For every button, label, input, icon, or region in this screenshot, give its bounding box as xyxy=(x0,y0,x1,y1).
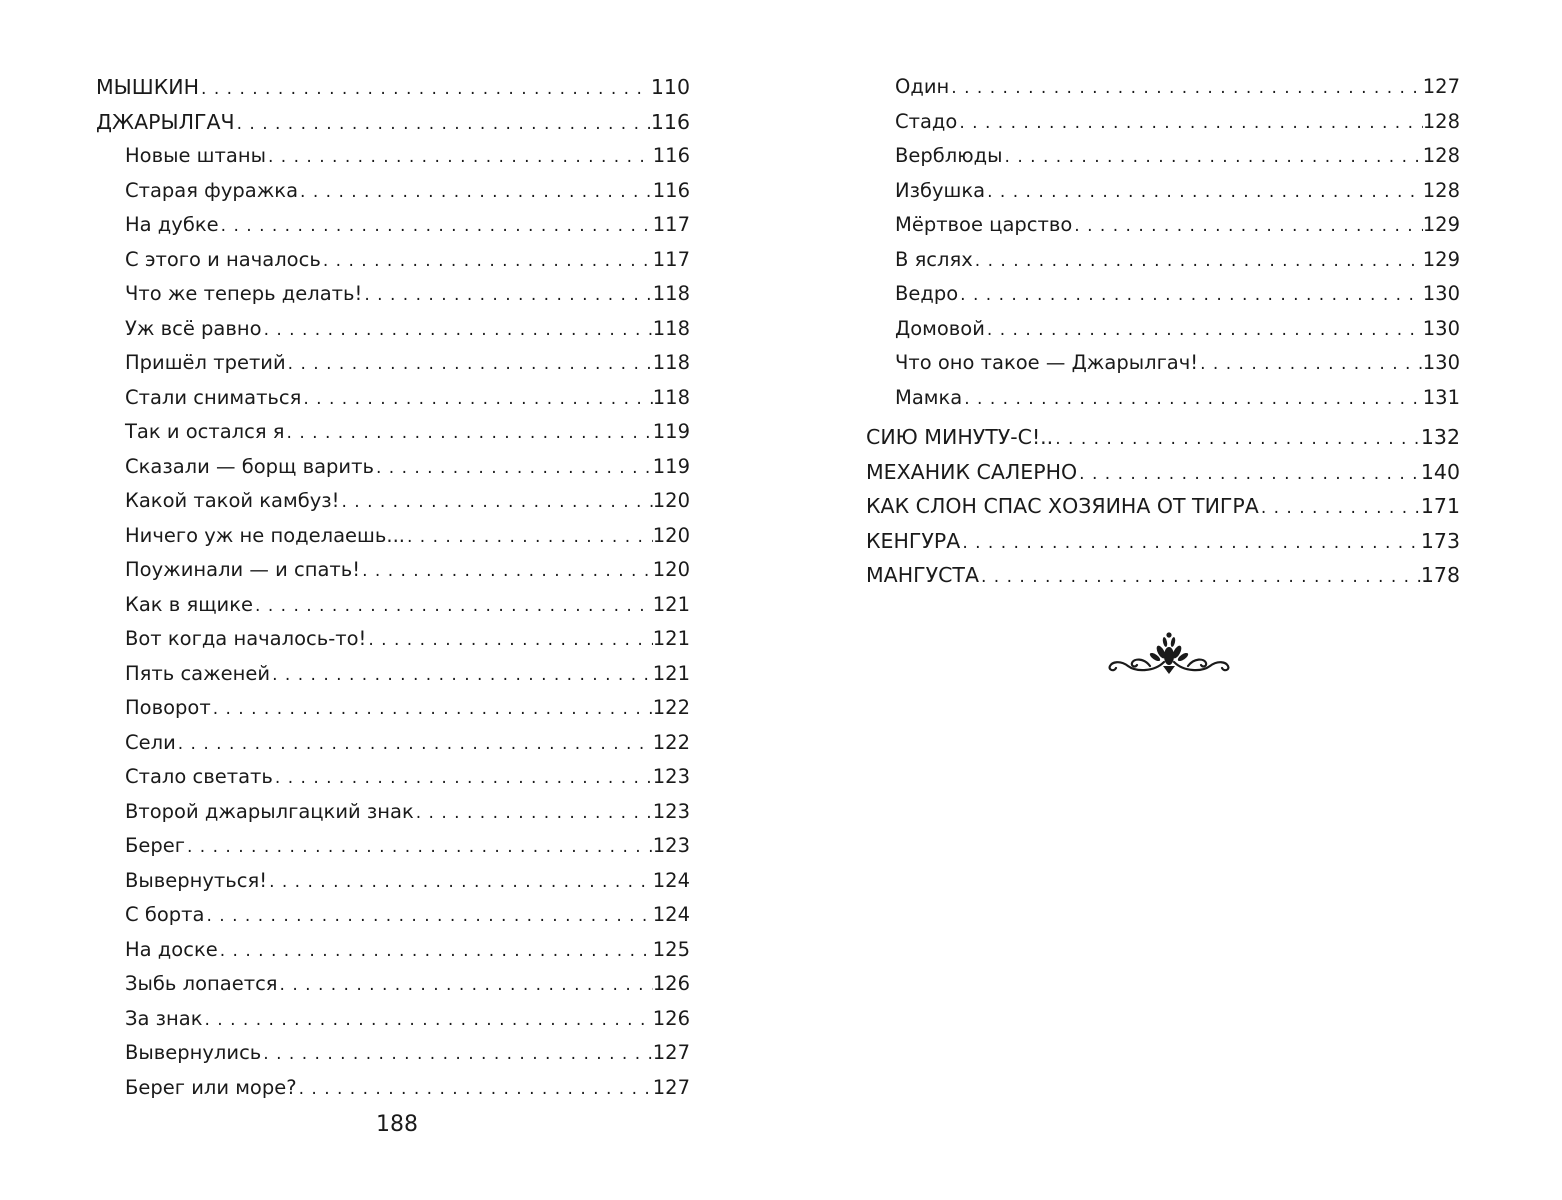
toc-entry-title: Уж всё равно xyxy=(125,316,262,340)
dot-leader xyxy=(985,175,1423,210)
toc-entry-page: 126 xyxy=(652,972,690,995)
toc-entry xyxy=(96,277,690,312)
toc-entry-title: Стало светать xyxy=(125,765,273,788)
toc-entry-title: ДЖАРЫЛГАЧ xyxy=(96,109,235,134)
toc-entry xyxy=(96,450,690,485)
toc-chapter-entry xyxy=(866,558,1460,593)
dot-leader xyxy=(957,106,1422,141)
toc-entry-title: Стадо xyxy=(895,109,958,133)
toc-entry xyxy=(96,519,690,554)
dot-leader xyxy=(267,865,653,900)
toc-entry-page: 178 xyxy=(1420,563,1460,587)
toc-entry-title: КЕНГУРА xyxy=(866,528,961,553)
toc-entry-title: Мамка xyxy=(895,385,963,409)
dot-leader xyxy=(979,560,1421,595)
toc-right-column xyxy=(866,70,1460,593)
toc-entry-page: 116 xyxy=(652,178,690,202)
toc-entry xyxy=(96,588,690,623)
toc-entry-page: 127 xyxy=(652,1075,690,1099)
dot-leader xyxy=(301,382,652,417)
toc-entry-page: 120 xyxy=(652,489,690,512)
toc-entry-page: 122 xyxy=(652,730,690,754)
dot-leader xyxy=(261,1037,652,1072)
dot-leader xyxy=(973,244,1423,279)
toc-entry-title: Мёртвое царство xyxy=(895,213,1073,236)
toc-entry-title: Новые штаны xyxy=(125,144,266,167)
dot-leader xyxy=(1053,422,1421,457)
dot-leader xyxy=(211,692,653,727)
page-number: 188 xyxy=(376,1112,418,1137)
toc-entry-page: 132 xyxy=(1420,425,1460,449)
toc-entry-title: Старая фуражка xyxy=(125,178,299,202)
dot-leader xyxy=(199,72,651,107)
toc-entry-title: На доске xyxy=(125,937,218,961)
toc-entry-page: 128 xyxy=(1422,178,1460,202)
toc-entry-title: Ничего уж не поделаешь... xyxy=(125,523,405,547)
toc-entry xyxy=(96,312,690,347)
toc-entry-page: 171 xyxy=(1420,494,1460,518)
toc-entry xyxy=(96,381,690,416)
toc-entry-page: 127 xyxy=(652,1041,690,1064)
toc-entry-page: 116 xyxy=(650,109,690,134)
toc-entry-title: Стали сниматься xyxy=(125,385,302,409)
toc-entry-page: 130 xyxy=(1422,316,1460,340)
toc-entry-page: 117 xyxy=(652,247,690,271)
toc-entry-title: Что оно такое — Джарылгач! xyxy=(895,351,1199,374)
toc-entry-title: МАНГУСТА xyxy=(866,563,979,587)
toc-entry-page: 130 xyxy=(1422,351,1460,374)
toc-chapter-entry xyxy=(96,70,690,105)
dot-leader xyxy=(985,313,1423,348)
toc-entry xyxy=(866,139,1460,174)
toc-entry xyxy=(96,898,690,933)
toc-entry-page: 123 xyxy=(652,765,690,788)
toc-entry xyxy=(96,760,690,795)
toc-entry-title: Второй джарылгацкий знак xyxy=(125,799,414,823)
dot-leader xyxy=(405,520,653,555)
toc-entry-page: 128 xyxy=(1422,144,1460,167)
dot-leader xyxy=(362,278,652,313)
toc-entry-title: Берег или море? xyxy=(125,1075,297,1099)
toc-entry-title: Берег xyxy=(125,834,185,857)
toc-entry-page: 121 xyxy=(652,627,690,650)
toc-entry xyxy=(96,174,690,209)
dot-leader xyxy=(203,1003,653,1038)
toc-entry-page: 124 xyxy=(652,868,690,892)
toc-entry-page: 117 xyxy=(652,213,690,236)
toc-entry-page: 131 xyxy=(1422,385,1460,409)
dot-leader xyxy=(1198,347,1423,382)
toc-entry xyxy=(866,174,1460,209)
dot-leader xyxy=(204,899,652,934)
dot-leader xyxy=(270,658,653,693)
dot-leader xyxy=(273,761,653,796)
toc-entry-title: МЕХАНИК САЛЕРНО xyxy=(866,459,1078,484)
dot-leader xyxy=(285,416,653,451)
toc-entry-page: 127 xyxy=(1422,75,1460,98)
toc-entry xyxy=(96,208,690,243)
toc-entry-title: Что же теперь делать! xyxy=(125,282,363,305)
toc-entry xyxy=(96,657,690,692)
dot-leader xyxy=(339,485,652,520)
toc-entry xyxy=(866,277,1460,312)
toc-entry-title: В яслях xyxy=(895,247,973,271)
dot-leader xyxy=(219,209,653,244)
toc-entry-page: 118 xyxy=(652,351,690,374)
toc-entry-page: 125 xyxy=(652,937,690,961)
dot-leader xyxy=(1072,209,1422,244)
toc-entry xyxy=(96,484,690,519)
toc-entry-title: Сказали — борщ варить xyxy=(125,454,374,478)
dot-leader xyxy=(253,589,653,624)
toc-entry-page: 123 xyxy=(652,834,690,857)
toc-entry xyxy=(96,1036,690,1071)
toc-entry-title: На дубке xyxy=(125,213,219,236)
toc-entry-page: 119 xyxy=(652,454,690,478)
toc-entry-page: 140 xyxy=(1420,459,1460,484)
dot-leader xyxy=(235,107,651,142)
toc-chapter-entry xyxy=(96,105,690,140)
toc-entry xyxy=(96,967,690,1002)
toc-chapter-entry xyxy=(866,489,1460,524)
toc-entry xyxy=(96,622,690,657)
toc-entry xyxy=(96,415,690,450)
toc-left-column xyxy=(96,70,690,1105)
toc-entry xyxy=(866,105,1460,140)
toc-entry-page: 118 xyxy=(652,282,690,305)
dot-leader xyxy=(278,968,653,1003)
toc-entry-page: 128 xyxy=(1422,109,1460,133)
dot-leader xyxy=(266,140,653,175)
toc-entry xyxy=(96,829,690,864)
toc-entry xyxy=(866,381,1460,416)
toc-entry xyxy=(96,1002,690,1037)
toc-chapter-entry xyxy=(866,524,1460,559)
toc-entry-title: Как в ящике xyxy=(125,592,254,616)
dot-leader xyxy=(185,830,653,865)
toc-entry xyxy=(96,864,690,899)
toc-entry xyxy=(96,795,690,830)
toc-entry-page: 110 xyxy=(650,75,690,99)
toc-entry-title: Сели xyxy=(125,730,176,754)
dot-leader xyxy=(414,796,653,831)
toc-entry xyxy=(96,346,690,381)
toc-entry-title: С этого и началось xyxy=(125,247,321,271)
toc-entry-title: Избушка xyxy=(895,178,986,202)
dot-leader xyxy=(958,278,1423,313)
dot-leader xyxy=(1077,457,1421,492)
toc-entry-title: Поворот xyxy=(125,696,211,719)
toc-entry xyxy=(866,312,1460,347)
dot-leader xyxy=(297,1072,653,1107)
dot-leader xyxy=(1003,140,1423,175)
toc-entry xyxy=(866,208,1460,243)
toc-chapter-entry xyxy=(866,455,1460,490)
dot-leader xyxy=(218,934,653,969)
toc-entry-title: КАК СЛОН СПАС ХОЗЯИНА ОТ ТИГРА xyxy=(866,494,1259,518)
toc-entry-page: 129 xyxy=(1422,213,1460,236)
toc-entry xyxy=(96,691,690,726)
toc-entry-page: 116 xyxy=(652,144,690,167)
toc-entry xyxy=(96,139,690,174)
toc-entry xyxy=(96,726,690,761)
toc-entry-title: Верблюды xyxy=(895,144,1003,167)
flourish-ornament-icon xyxy=(1106,628,1232,680)
dot-leader xyxy=(262,313,653,348)
dot-leader xyxy=(960,526,1421,561)
toc-entry-page: 120 xyxy=(652,558,690,581)
toc-entry-title: Вывернуться! xyxy=(125,868,268,892)
toc-entry-title: Так и остался я xyxy=(125,420,285,443)
toc-entry xyxy=(866,243,1460,278)
dot-leader xyxy=(360,554,653,589)
toc-entry-page: 124 xyxy=(652,903,690,926)
toc-entry xyxy=(866,70,1460,105)
dot-leader xyxy=(176,727,653,762)
toc-entry xyxy=(96,933,690,968)
toc-entry-page: 130 xyxy=(1422,282,1460,305)
toc-entry-title: Пять саженей xyxy=(125,661,271,685)
toc-entry-page: 126 xyxy=(652,1006,690,1030)
toc-entry-page: 122 xyxy=(652,696,690,719)
dot-leader xyxy=(962,382,1423,417)
toc-entry xyxy=(96,243,690,278)
toc-entry-page: 173 xyxy=(1420,528,1460,553)
toc-entry-title: Зыбь лопается xyxy=(125,972,278,995)
dot-leader xyxy=(374,451,653,486)
dot-leader xyxy=(321,244,653,279)
toc-entry-page: 121 xyxy=(652,592,690,616)
toc-entry-page: 123 xyxy=(652,799,690,823)
toc-entry-title: Ведро xyxy=(895,282,959,305)
toc-entry-title: С борта xyxy=(125,903,205,926)
dot-leader xyxy=(286,347,653,382)
toc-entry-title: Пришёл третий xyxy=(125,351,286,374)
toc-chapter-entry xyxy=(866,420,1460,455)
toc-entry-title: Один xyxy=(895,75,950,98)
dot-leader xyxy=(949,71,1423,106)
toc-entry xyxy=(96,553,690,588)
toc-entry xyxy=(96,1071,690,1106)
toc-entry-page: 121 xyxy=(652,661,690,685)
toc-entry-page: 119 xyxy=(652,420,690,443)
toc-entry-title: За знак xyxy=(125,1006,203,1030)
dot-leader xyxy=(366,623,652,658)
toc-entry-page: 129 xyxy=(1422,247,1460,271)
toc-entry-title: МЫШКИН xyxy=(96,75,200,99)
dot-leader xyxy=(1259,491,1421,526)
toc-entry xyxy=(866,346,1460,381)
toc-entry-title: Вывернулись xyxy=(125,1041,262,1064)
toc-entry-title: Поужинали — и спать! xyxy=(125,558,361,581)
toc-entry-title: СИЮ МИНУТУ-С!.. xyxy=(866,425,1054,449)
toc-entry-page: 120 xyxy=(652,523,690,547)
toc-entry-title: Домовой xyxy=(895,316,985,340)
toc-entry-page: 118 xyxy=(652,385,690,409)
toc-entry-page: 118 xyxy=(652,316,690,340)
dot-leader xyxy=(298,175,653,210)
toc-entry-title: Какой такой камбуз! xyxy=(125,489,340,512)
toc-entry-title: Вот когда началось-то! xyxy=(125,627,367,650)
